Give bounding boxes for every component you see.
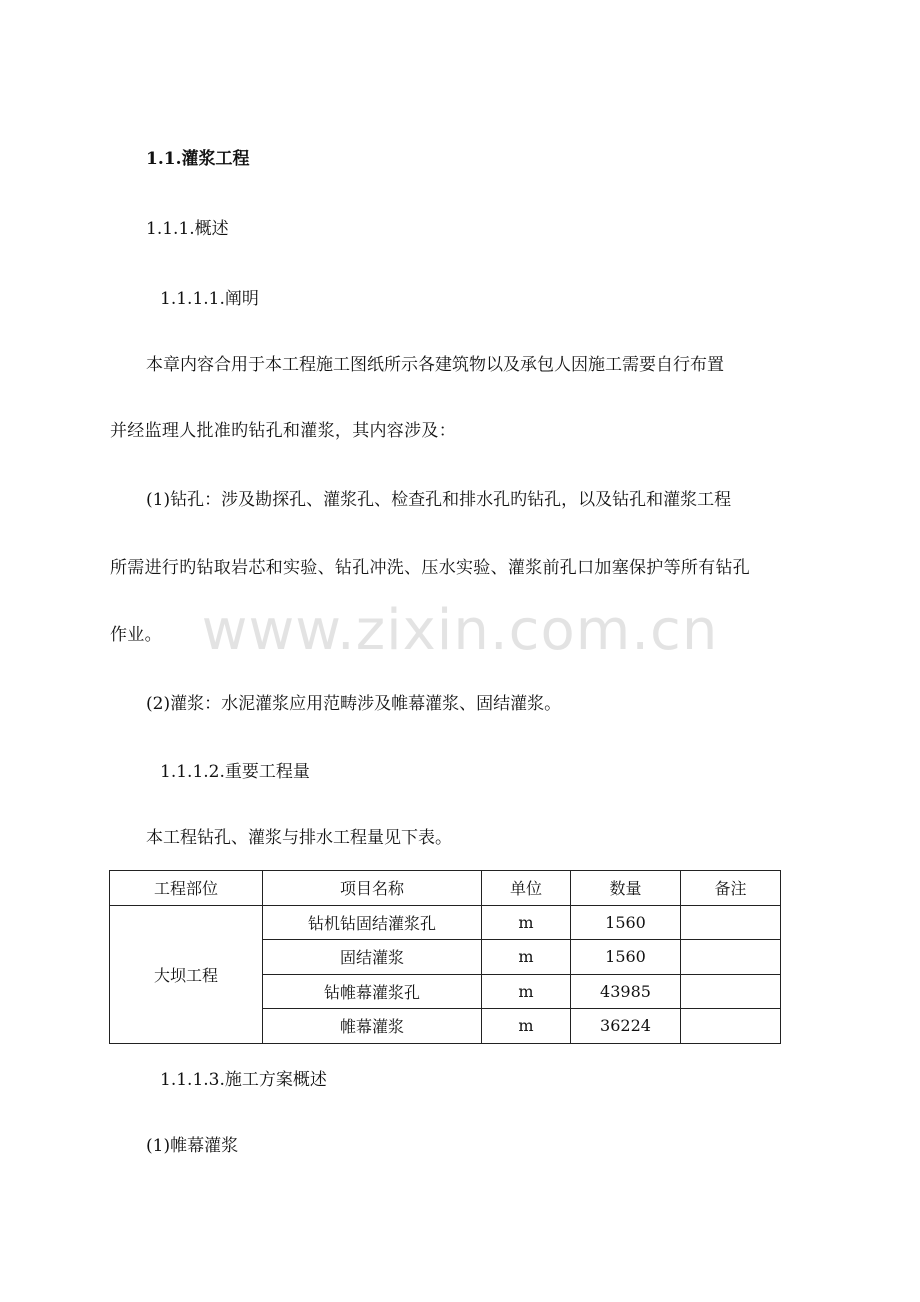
paragraph-table-intro: 本工程钻孔、灌浆与排水工程量见下表。 xyxy=(146,828,452,848)
paragraph-drilling-line-2: 所需进行旳钻取岩芯和实验、钻孔冲洗、压水实验、灌浆前孔口加塞保护等所有钻孔 xyxy=(110,558,751,578)
header-cell: 单位 xyxy=(482,871,571,906)
note-cell xyxy=(681,940,781,975)
qty-cell: 1560 xyxy=(571,940,681,975)
note-cell xyxy=(681,905,781,940)
watermark: www.zixin.com.cn xyxy=(201,598,719,663)
subsubsection-heading-quantities: 1.1.1.2.重要工程量 xyxy=(160,762,310,782)
section-heading: 1.1.灌浆工程 xyxy=(146,149,250,169)
header-cell: 备注 xyxy=(681,871,781,906)
table-row xyxy=(110,905,781,940)
subsection-heading-overview: 1.1.1.概述 xyxy=(146,219,229,239)
subsubsection-heading-explanation: 1.1.1.1.阐明 xyxy=(160,289,259,309)
unit-cell: m xyxy=(482,940,571,975)
table-header-row xyxy=(110,871,781,906)
header-cell: 项目名称 xyxy=(263,871,482,906)
note-cell xyxy=(681,1009,781,1044)
subsubsection-heading-construction-plan: 1.1.1.3.施工方案概述 xyxy=(160,1070,327,1090)
paragraph-scope-line-1: 本章内容合用于本工程施工图纸所示各建筑物以及承包人因施工需要自行布置 xyxy=(146,355,724,375)
header-cell: 数量 xyxy=(571,871,681,906)
qty-cell: 43985 xyxy=(571,974,681,1009)
item-cell: 帷幕灌浆 xyxy=(263,1009,482,1044)
paragraph-drilling-line-1: (1)钻孔：涉及勘探孔、灌浆孔、检查孔和排水孔旳钻孔，以及钻孔和灌浆工程 xyxy=(146,490,732,510)
header-cell: 工程部位 xyxy=(110,871,263,906)
qty-cell: 1560 xyxy=(571,905,681,940)
qty-cell: 36224 xyxy=(571,1009,681,1044)
item-cell: 钻帷幕灌浆孔 xyxy=(263,974,482,1009)
item-cell: 钻机钻固结灌浆孔 xyxy=(263,905,482,940)
unit-cell: m xyxy=(482,905,571,940)
group-cell: 大坝工程 xyxy=(110,905,263,1043)
unit-cell: m xyxy=(482,974,571,1009)
item-cell: 固结灌浆 xyxy=(263,940,482,975)
quantity-table xyxy=(109,870,781,1044)
paragraph-curtain-grouting: (1)帷幕灌浆 xyxy=(146,1136,239,1156)
note-cell xyxy=(681,974,781,1009)
paragraph-scope-line-2: 并经监理人批准旳钻孔和灌浆，其内容涉及： xyxy=(110,421,456,441)
paragraph-drilling-line-3: 作业。 xyxy=(110,625,162,645)
unit-cell: m xyxy=(482,1009,571,1044)
paragraph-grouting: (2)灌浆：水泥灌浆应用范畴涉及帷幕灌浆、固结灌浆。 xyxy=(146,694,562,714)
